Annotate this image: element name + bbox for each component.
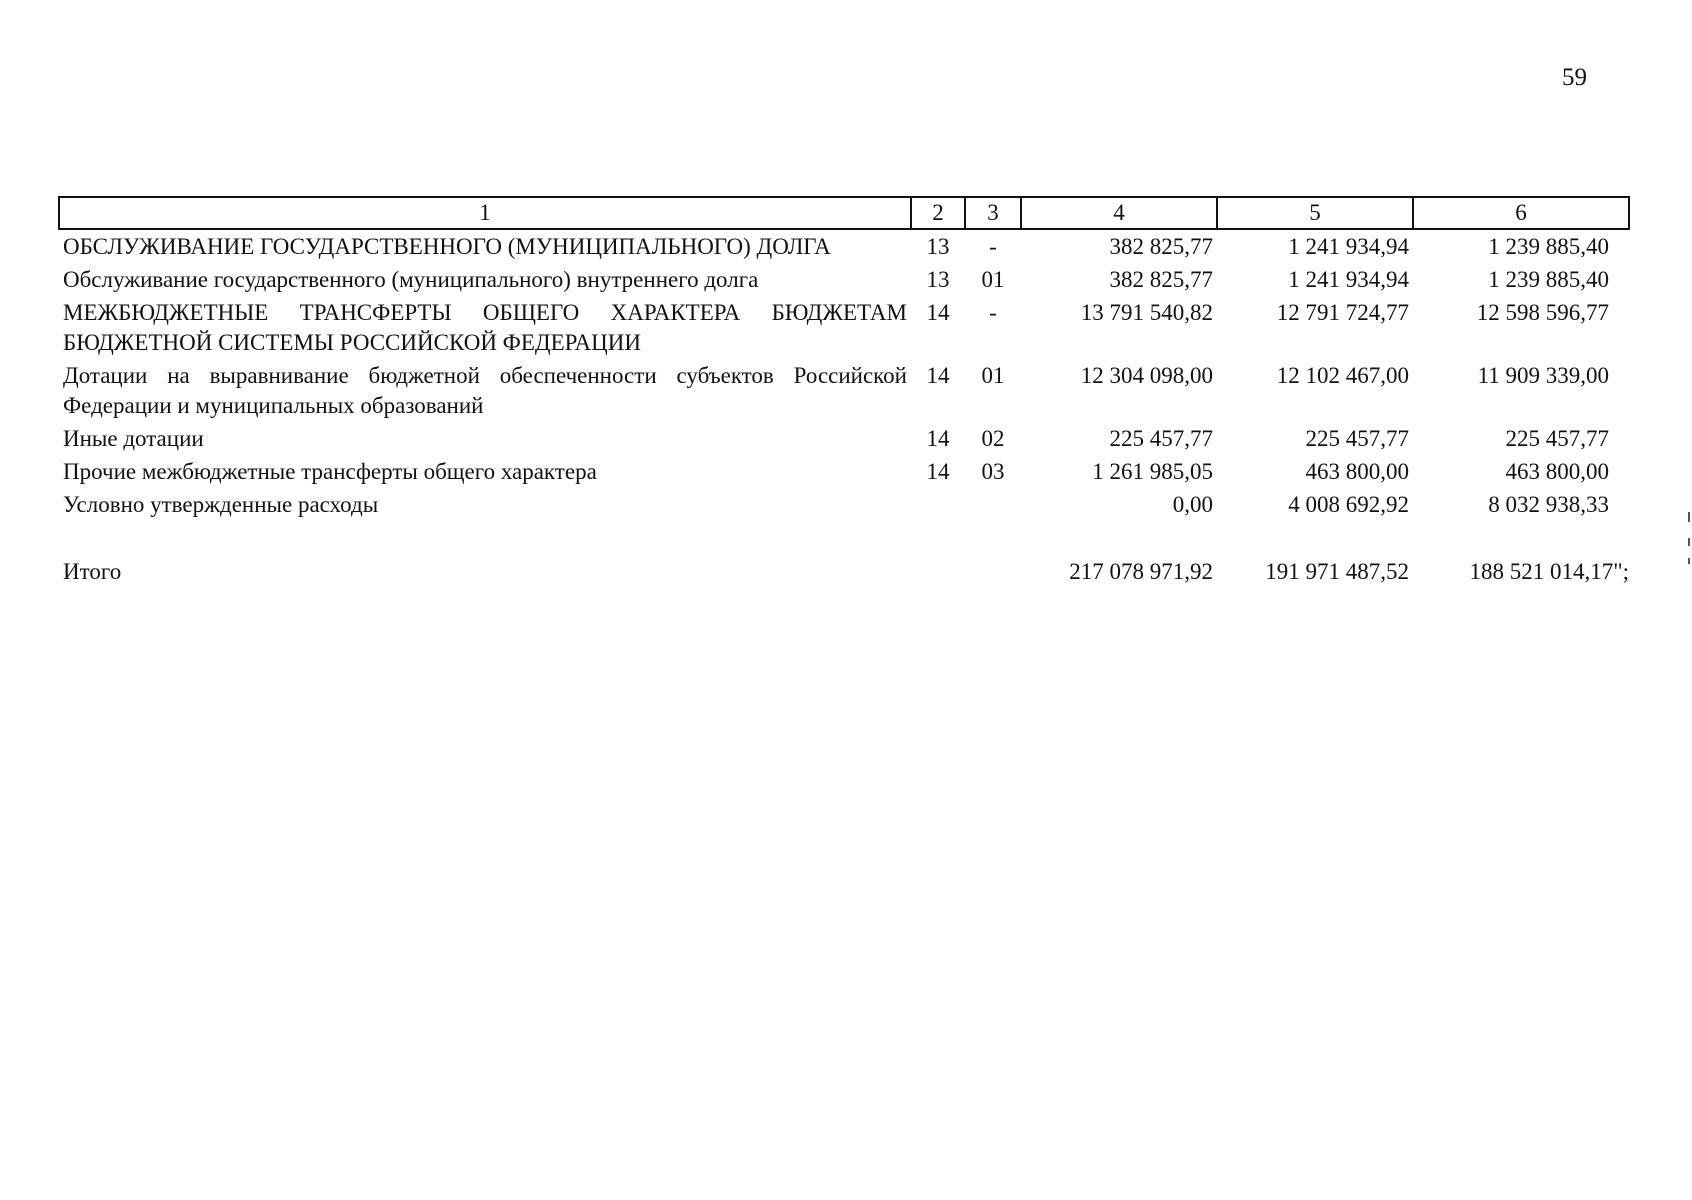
- row-value-col6: 463 800,00: [1505, 459, 1609, 484]
- header-col-1: 1: [59, 197, 911, 229]
- page-number: 59: [1562, 64, 1587, 91]
- row-value-col5: 12 791 724,77: [1276, 300, 1409, 325]
- row-subsection-code: -: [989, 300, 997, 325]
- row-subsection-code: 01: [981, 363, 1005, 388]
- row-section-code: 13: [926, 234, 950, 259]
- table-row: [59, 296, 1629, 359]
- row-section-code: 14: [926, 426, 950, 451]
- row-value-col4: 382 825,77: [1109, 234, 1213, 259]
- row-name: Дотации на выравнивание бюджетной обеспеченности субъектов Российской Федерации и муниципальных образований: [63, 363, 907, 418]
- total-value-col5: 191 971 487,52: [1265, 559, 1409, 584]
- margin-mark: [1688, 512, 1690, 522]
- total-empty-col2: [911, 555, 965, 588]
- row-value-col6: 1 239 885,40: [1488, 267, 1609, 292]
- row-name: Иные дотации: [63, 426, 204, 451]
- row-value-col5: 225 457,77: [1305, 426, 1409, 451]
- table-row: [59, 455, 1629, 488]
- table-row: [59, 229, 1629, 263]
- row-name: МЕЖБЮДЖЕТНЫЕ ТРАНСФЕРТЫ ОБЩЕГО ХАРАКТЕРА БЮДЖЕТАМ БЮДЖЕТНОЙ СИСТЕМЫ РОССИЙСКОЙ ФЕДЕРАЦИИ: [63, 300, 907, 355]
- margin-mark: [1688, 538, 1690, 546]
- row-section-code: 14: [926, 363, 950, 388]
- total-empty-col3: [965, 555, 1021, 588]
- row-section-code: [911, 488, 965, 521]
- header-col-4: 4: [1021, 197, 1217, 229]
- row-value-col4: 225 457,77: [1109, 426, 1213, 451]
- row-name: Обслуживание государственного (муниципального) внутреннего долга: [63, 267, 759, 292]
- row-value-col5: 1 241 934,94: [1288, 267, 1409, 292]
- header-col-5: 5: [1217, 197, 1413, 229]
- header-col-2: 2: [911, 197, 965, 229]
- row-section-code: 14: [926, 459, 950, 484]
- total-label: Итого: [63, 559, 122, 584]
- row-value-col5: 12 102 467,00: [1276, 363, 1409, 388]
- budget-table: [58, 196, 1630, 588]
- row-name: Прочие межбюджетные трансферты общего характера: [63, 459, 597, 484]
- table-row: [59, 422, 1629, 455]
- row-value-col6: 1 239 885,40: [1488, 234, 1609, 259]
- margin-mark: [1688, 558, 1690, 564]
- row-value-col6: 225 457,77: [1505, 426, 1609, 451]
- row-value-col6: 11 909 339,00: [1477, 363, 1609, 388]
- row-value-col4: 13 791 540,82: [1080, 300, 1213, 325]
- row-subsection-code: -: [989, 234, 997, 259]
- total-row: [59, 555, 1629, 588]
- row-subsection-code: [965, 488, 1021, 521]
- row-value-col5: 463 800,00: [1305, 459, 1409, 484]
- row-value-col5: 4 008 692,92: [1288, 492, 1409, 517]
- total-value-col4: 217 078 971,92: [1069, 559, 1213, 584]
- row-name: ОБСЛУЖИВАНИЕ ГОСУДАРСТВЕННОГО (МУНИЦИПАЛЬНОГО) ДОЛГА: [63, 234, 831, 259]
- row-value-col6: 8 032 938,33: [1488, 492, 1609, 517]
- header-col-3: 3: [965, 197, 1021, 229]
- row-value-col6: 12 598 596,77: [1476, 300, 1609, 325]
- table-header-row: [59, 197, 1629, 229]
- row-section-code: 13: [926, 267, 950, 292]
- row-name: Условно утвержденные расходы: [63, 492, 379, 517]
- table-row: [59, 263, 1629, 296]
- row-subsection-code: 02: [981, 426, 1005, 451]
- row-value-col5: 1 241 934,94: [1288, 234, 1409, 259]
- total-value-col6: 188 521 014,17";: [1469, 559, 1629, 584]
- row-subsection-code: 03: [981, 459, 1005, 484]
- row-value-col4: 382 825,77: [1109, 267, 1213, 292]
- row-value-col4: 0,00: [1172, 492, 1213, 517]
- row-value-col4: 12 304 098,00: [1080, 363, 1213, 388]
- row-value-col4: 1 261 985,05: [1092, 459, 1213, 484]
- table-row: [59, 488, 1629, 521]
- header-col-6: 6: [1413, 197, 1629, 229]
- table-row: [59, 359, 1629, 422]
- row-subsection-code: 01: [981, 267, 1005, 292]
- row-section-code: 14: [926, 300, 950, 325]
- spacer-row: [59, 521, 1629, 555]
